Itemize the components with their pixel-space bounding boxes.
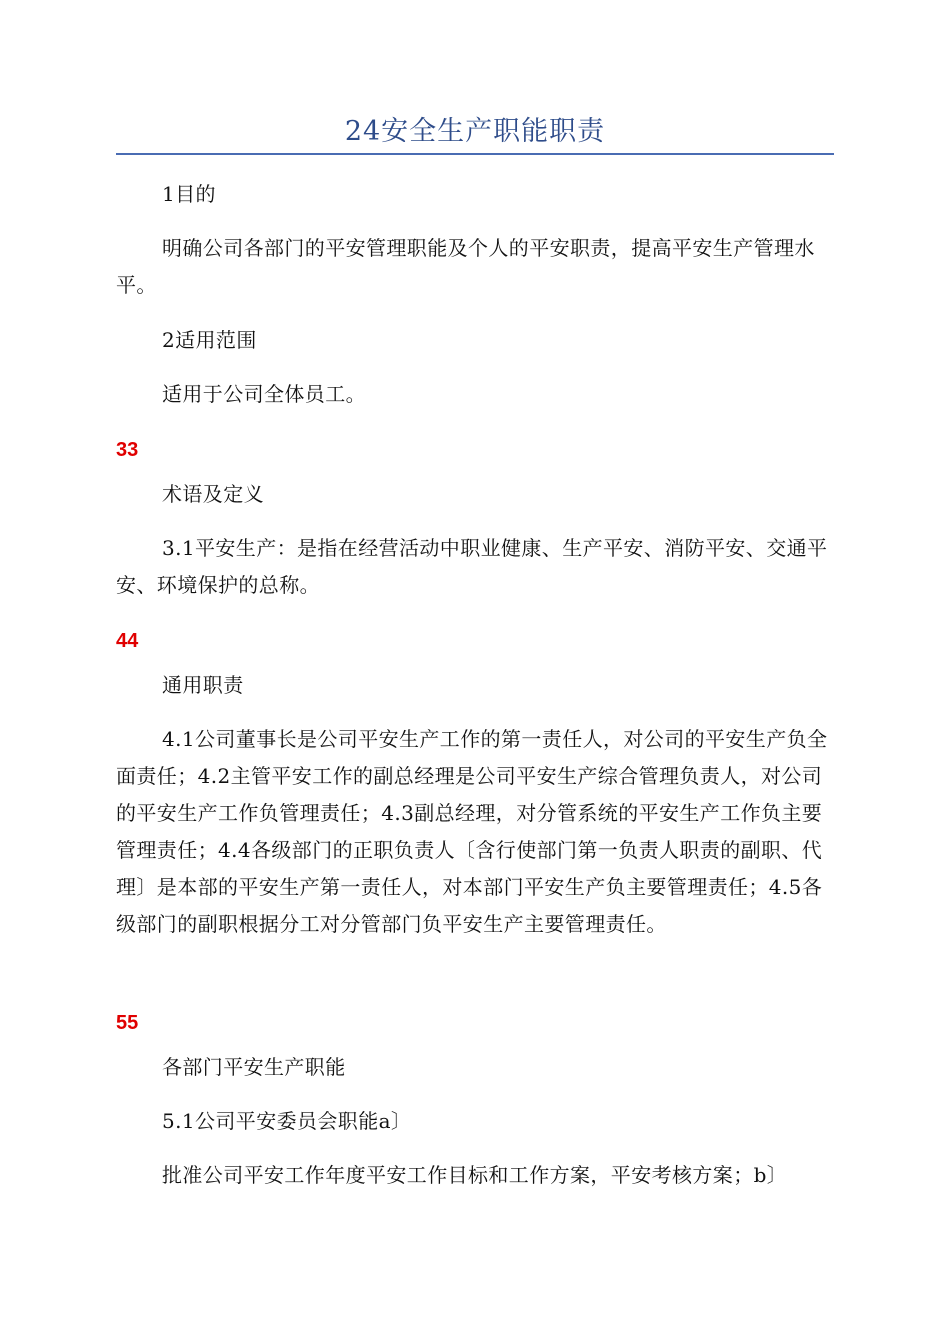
- section4-heading: 通用职责: [162, 673, 244, 697]
- section5-heading: 各部门平安生产职能: [162, 1055, 346, 1079]
- section5-text: 批准公司平安工作年度平安工作目标和工作方案，平安考核方案；b〕: [162, 1163, 788, 1187]
- section5-number: 55: [116, 1012, 139, 1034]
- section1-heading: 1目的: [162, 182, 216, 206]
- section5-subheading: 5.1公司平安委员会职能a〕: [162, 1109, 412, 1133]
- section4-number: 44: [116, 630, 139, 652]
- section3-number: 33: [116, 439, 139, 461]
- section2-text: 适用于公司全体员工。: [162, 382, 366, 406]
- title-underline: [116, 153, 834, 155]
- section1-text: 明确公司各部门的平安管理职能及个人的平安职责，提高平安生产管理水平。: [116, 236, 815, 297]
- document-title: 24安全生产职能职责: [344, 116, 606, 147]
- section2-heading: 2适用范围: [162, 328, 257, 352]
- section3-text: 3.1平安生产：是指在经营活动中职业健康、生产平安、消防平安、交通平安、环境保护的总称。: [116, 536, 828, 597]
- section4-text: 4.1公司董事长是公司平安生产工作的第一责任人，对公司的平安生产负全面责任；4.2主管平安工作的副总经理是公司平安生产综合管理负责人，对公司的平安生产工作负管理责任；4.3副总经理，对分管系统的平安生产工作负主要管理责任；4.4各级部门的正职负责人〔含行使部门第一负责人职责的副职、代理〕是本部的平安生产第一责任人，对本部门平安生产负主要管理责任；4.5各级部门的副职根据分工对分管部门负平安生产主要管理责任。: [116, 727, 828, 936]
- section3-heading: 术语及定义: [162, 482, 264, 506]
